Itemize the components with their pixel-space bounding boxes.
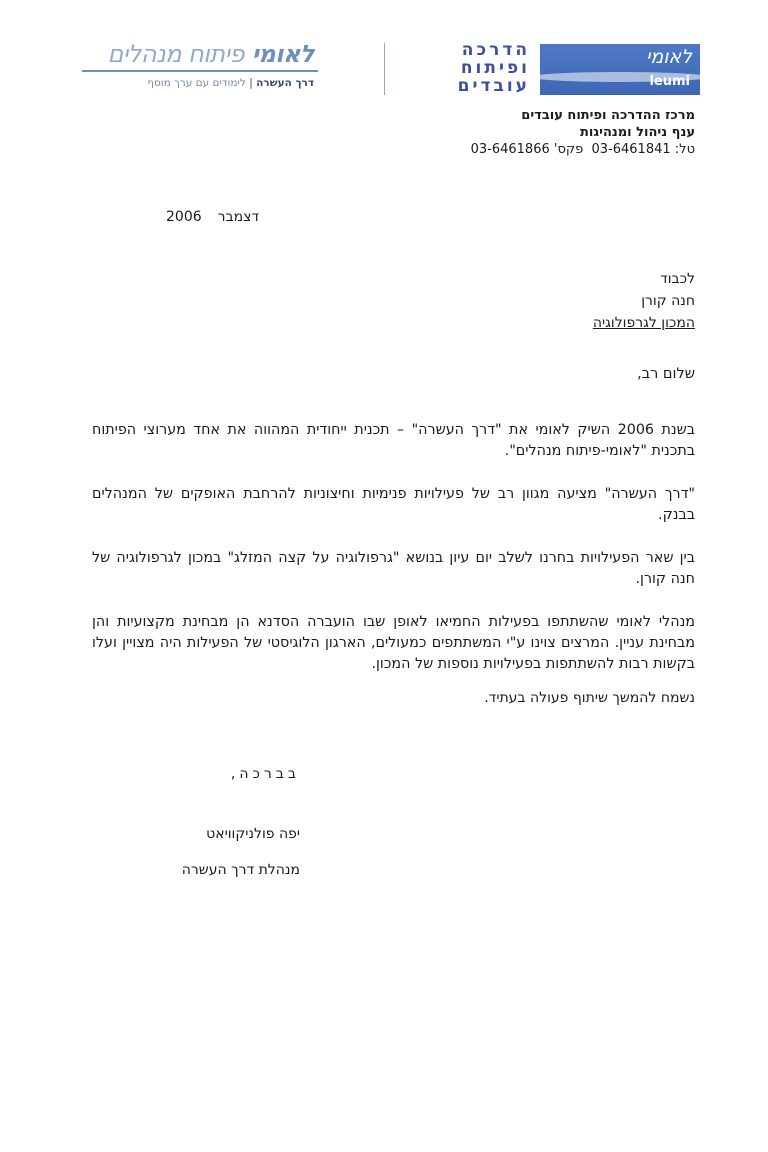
- program-logo: [82, 40, 318, 96]
- training-logo-line2: ופיתוח: [460, 58, 530, 78]
- training-logo-line1: הדרכה: [461, 40, 530, 60]
- date-year: 2006: [166, 209, 202, 225]
- program-logo-title-bold: לאומי: [251, 40, 314, 68]
- training-logo-line3: עובדים: [457, 76, 530, 96]
- training-logo: [390, 41, 530, 95]
- sender-block: [471, 107, 695, 158]
- body-paragraph: בשנת 2006 השיק לאומי את "דרך העשרה" – תכנית ייחודית המהווה את אחד מערוצי הפיתוח בתכנית "לאומי-פיתוח מנהלים".: [92, 422, 695, 459]
- recipient-salutation: לכבוד: [660, 271, 695, 287]
- sender-department: מרכז ההדרכה ופיתוח עובדים: [521, 108, 695, 123]
- program-logo-rule: [82, 70, 318, 72]
- letter-date: [150, 209, 259, 225]
- training-logo-divider: [384, 43, 385, 95]
- date-month: דצמבר: [217, 209, 260, 225]
- program-logo-tagline-bold: דרך העשרה: [256, 77, 314, 89]
- signature-regards: בברכה,: [230, 766, 300, 782]
- phone-label: טל:: [674, 142, 695, 157]
- letter-body: [92, 420, 695, 697]
- recipient-block: [593, 268, 695, 334]
- bank-logo: [540, 44, 700, 95]
- program-logo-title: [107, 40, 314, 68]
- fax-number: 03-6461866: [470, 142, 550, 157]
- phone-number: 03-6461841: [591, 142, 671, 157]
- bank-logo-english: leumi: [649, 74, 690, 89]
- program-logo-title-rest: פיתוח מנהלים: [107, 40, 244, 68]
- fax-label: פקס': [553, 142, 584, 157]
- signature-title: מנהלת דרך העשרה: [181, 862, 300, 878]
- signature-name: יפה פולניקוויאט: [206, 826, 300, 842]
- recipient-name: חנה קורן: [641, 293, 695, 309]
- letter-closing: נשמח להמשך שיתוף פעולה בעתיד.: [484, 690, 695, 706]
- program-logo-tagline: דרך העשרה | לימודים עם ערך מוסף: [147, 77, 314, 89]
- body-paragraph: "דרך העשרה" מציעה מגוון רב של פעילויות פנימיות וחיצוניות להרחבת האופקים של המנהלים בבנק.: [92, 486, 695, 523]
- bank-logo-hebrew: לאומי: [646, 46, 692, 68]
- letter-greeting: שלום רב,: [637, 366, 695, 382]
- body-paragraph: מנהלי לאומי שהשתתפו בפעילות החמיאו לאופן שבו הועברה הסדנא הן מבחינת מקצועיות והן מבחינת עניין. המרצים צוינו ע"י המשתתפים כמעולים, הארגון הלוגיסטי של הפעילות היה מצויין ועלו בקשות רבות להשתתפות בפעילויות נוספות של המכון.: [92, 614, 695, 672]
- recipient-organization: המכון לגרפולוגיה: [592, 315, 695, 331]
- program-logo-tagline-rest: לימודים עם ערך מוסף: [147, 77, 246, 89]
- body-paragraph: בין שאר הפעילויות בחרנו לשלב יום עיון בנושא "גרפולוגיה על קצה המזלג" במכון לגרפולוגיה של חנה קורן.: [92, 550, 695, 587]
- sender-branch: ענף ניהול ומנהיגות: [579, 125, 695, 140]
- sender-contact: [471, 141, 695, 158]
